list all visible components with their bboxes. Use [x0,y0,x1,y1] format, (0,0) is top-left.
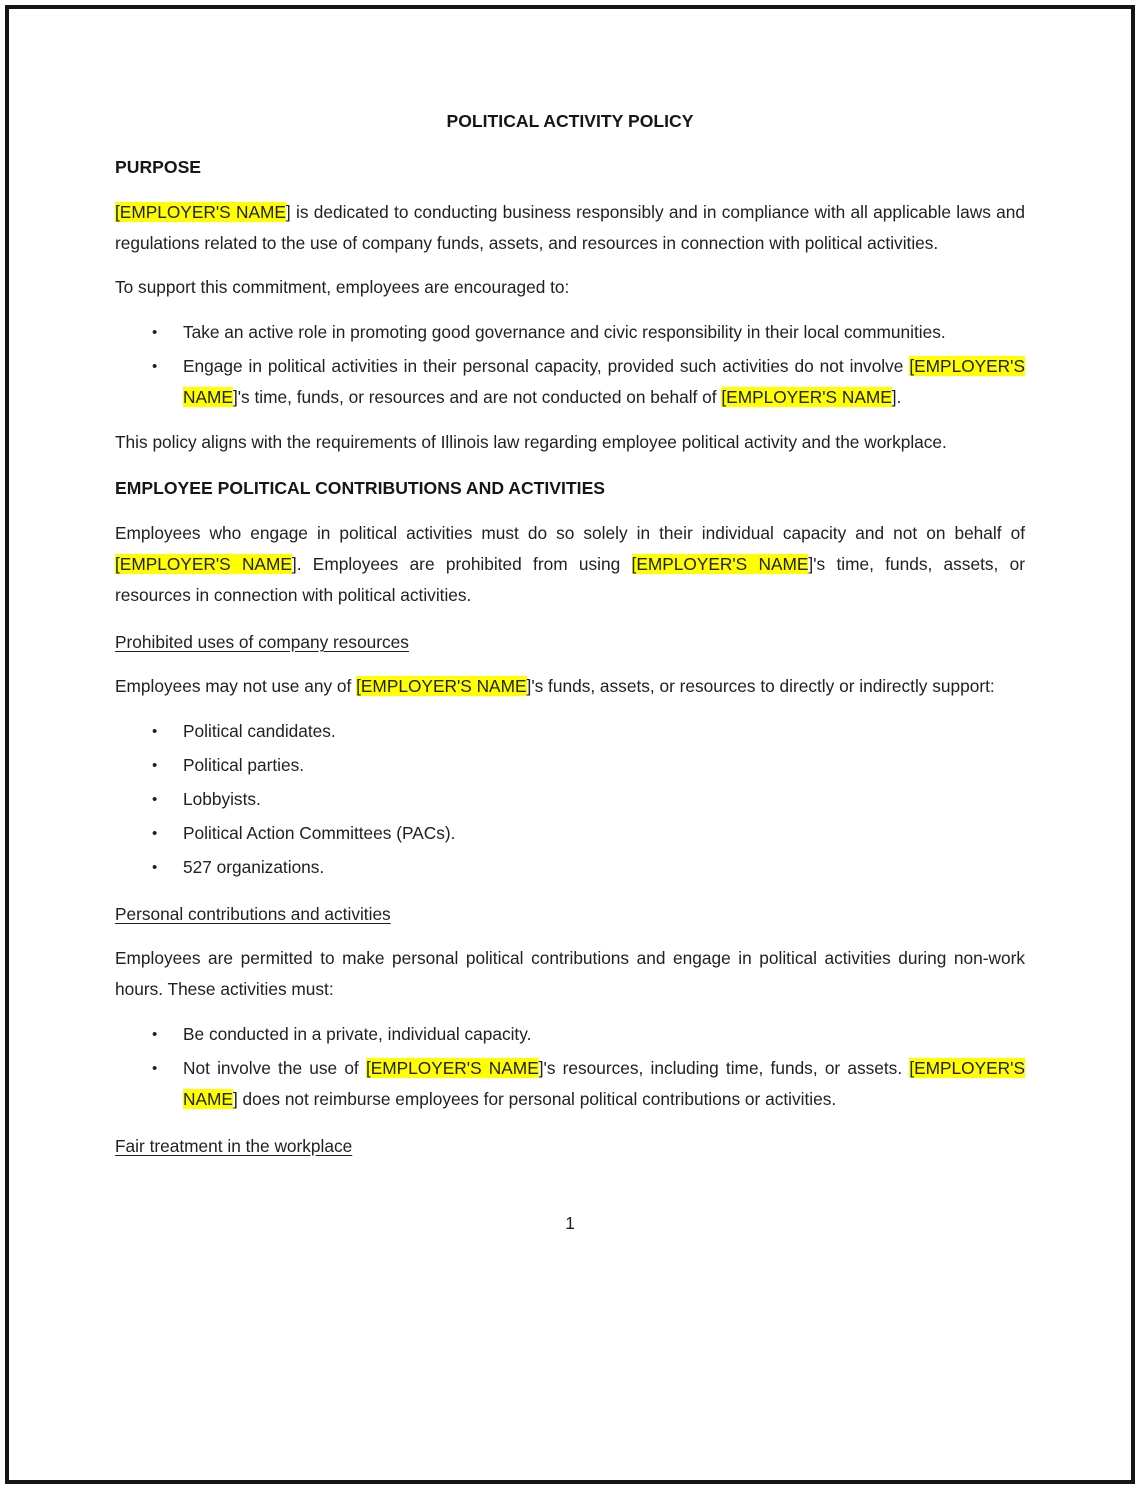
text-run: Engage in political activities in their personal capacity, provided such activities do not involve [183,356,910,376]
subheading-prohibited-uses: Prohibited uses of company resources [115,632,409,652]
list-item-text [183,750,1025,781]
text-run: Employees are permitted to make personal political contributions and engage in political activities during non-work hours. These activities must: [115,948,1025,999]
employer-name-placeholder: [EMPLOYER'S NAME [115,202,286,222]
employer-name-placeholder: [EMPLOYER'S NAME [365,1058,539,1078]
text-run: ]'s time, funds, assets, or resources in connection with political activities. [115,554,1025,605]
paragraph-dedication [115,197,1025,259]
text-run: 527 organizations. [183,857,325,877]
text-run: Not involve the use of [183,1058,366,1078]
bullet-icon: • [152,324,158,341]
employer-name-placeholder: [EMPLOYER'S NAME [183,1058,1025,1109]
list-item [152,1019,1025,1050]
text-run: Political candidates. [183,721,336,741]
list-item [152,351,1025,413]
employer-name-placeholder: [EMPLOYER'S NAME [356,676,527,696]
bullet-icon: • [152,859,158,876]
text-run: ] is dedicated to conducting business responsibly and in compliance with all applicable laws and regulations related to the use of company funds, assets, and resources in connection with political activities. [115,202,1025,253]
text-run: ]. Employees are prohibited from using [291,554,632,574]
list-item [152,784,1025,815]
employer-name-placeholder: [EMPLOYER'S NAME [631,554,809,574]
document-title: POLITICAL ACTIVITY POLICY [446,111,694,131]
list-item [152,750,1025,781]
text-run: This policy aligns with the requirements of Illinois law regarding employee political activity and the workplace. [115,432,947,452]
paragraph-individual-capacity [115,518,1025,611]
bullet-icon: • [152,825,158,842]
text-run: Take an active role in promoting good governance and civic responsibility in their local communities. [183,322,946,342]
text-run: ]. [891,387,902,407]
text-run: ]'s time, funds, or resources and are not conducted on behalf of [232,387,722,407]
list-item-text [183,716,1025,747]
bullet-icon: • [152,358,158,375]
list-item [152,716,1025,747]
heading-employee-contributions: EMPLOYEE POLITICAL CONTRIBUTIONS AND ACTIVITIES [115,478,606,498]
employer-name-placeholder: [EMPLOYER'S NAME [183,356,1025,407]
text-run: Political parties. [183,755,305,775]
bullet-icon: • [152,1026,158,1043]
paragraph-personal-intro [115,943,1025,1005]
bullet-icon: • [152,723,158,740]
text-run: Lobbyists. [183,789,261,809]
text-run: ] does not reimburse employees for personal political contributions or activities. [232,1089,837,1109]
list-item [152,818,1025,849]
paragraph-prohibited-intro [115,671,1025,702]
list-encouraged-activities [115,317,1025,413]
text-run: Be conducted in a private, individual capacity. [183,1024,532,1044]
list-item-text [183,852,1025,883]
document-page [115,106,1025,1239]
list-personal-requirements [115,1019,1025,1115]
list-prohibited-targets [115,716,1025,883]
text-run: To support this commitment, employees are encouraged to: [115,277,570,297]
page-number: 1 [565,1213,575,1233]
list-item-text [183,784,1025,815]
text-run: Employees who engage in political activities must do so solely in their individual capacity and not on behalf of [115,523,1025,543]
employer-name-placeholder: [EMPLOYER'S NAME [115,554,292,574]
paragraph-illinois-law [115,427,1025,458]
list-item [152,317,1025,348]
text-run: ]'s funds, assets, or resources to directly or indirectly support: [526,676,995,696]
subheading-fair-treatment: Fair treatment in the workplace [115,1136,353,1156]
bullet-icon: • [152,1060,158,1077]
paragraph-commitment-intro [115,272,1025,303]
heading-purpose: PURPOSE [115,157,202,177]
list-item-text [183,1053,1025,1115]
subheading-personal-contributions: Personal contributions and activities [115,904,391,924]
list-item-text [183,818,1025,849]
list-item-text [183,351,1025,413]
list-item [152,852,1025,883]
list-item [152,1053,1025,1115]
list-item-text [183,1019,1025,1050]
bullet-icon: • [152,757,158,774]
text-run: ]'s resources, including time, funds, or assets. [538,1058,910,1078]
text-run: Employees may not use any of [115,676,357,696]
bullet-icon: • [152,791,158,808]
employer-name-placeholder: [EMPLOYER'S NAME [721,387,892,407]
text-run: Political Action Committees (PACs). [183,823,456,843]
list-item-text [183,317,1025,348]
